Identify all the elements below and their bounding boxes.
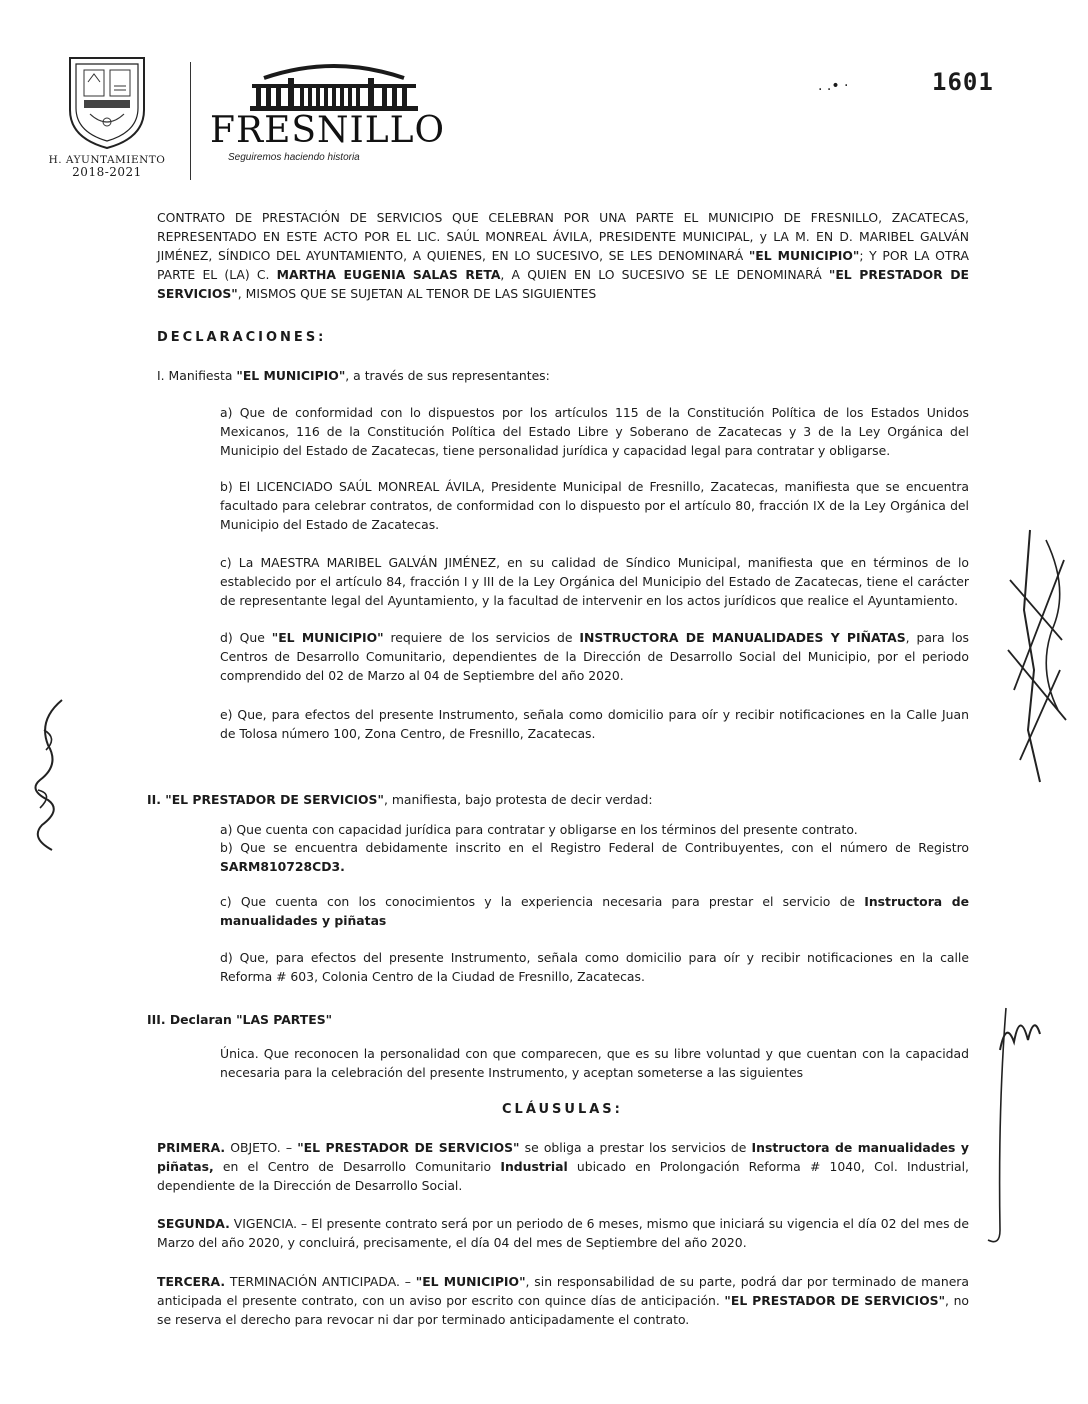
fresnillo-logo: [210, 56, 446, 166]
intro-text-3: , A QUIEN EN LO SUCESIVO SE LE DENOMINARÁ: [500, 267, 829, 282]
clause-primera-b4: Industrial: [500, 1159, 568, 1174]
section-1-lead: [157, 366, 969, 385]
clause-primera-b2: "EL PRESTADOR DE SERVICIOS": [297, 1140, 520, 1155]
section-2-lead-bold: II. "EL PRESTADOR DE SERVICIOS": [147, 792, 384, 807]
folio-number: 1601: [932, 68, 994, 96]
declaration-1e: e) Que, para efectos del presente Instrumento, señala como domicilio para oír y recibir notificaciones en la Calle Juan de Tolosa número 100, Zona Centro, de Fresnillo, Zacatecas.: [220, 707, 969, 741]
decl-1d-mid: requiere de los servicios de: [383, 630, 580, 645]
intro-text-2: ; Y POR LA OTRA PARTE EL (LA) C.: [157, 248, 969, 282]
intro-bold-prestador: "EL PRESTADOR DE SERVICIOS": [157, 267, 969, 301]
folio-dots: . .• ·: [818, 78, 849, 94]
decl-1d-post: , para los Centros de Desarrollo Comunitario, dependientes de la Dirección de Desarrollo Social del Municipio, por el periodo comprendido del 02 de Marzo al 04 de Septiembre del año 2020.: [220, 630, 969, 683]
clause-primera-t2: se obliga a prestar los servicios de: [519, 1140, 752, 1155]
intro-bold-name: MARTHA EUGENIA SALAS RETA: [276, 267, 501, 282]
decl-2b-pre: b) Que se encuentra debidamente inscrito en el Registro Federal de Contribuyentes, con el número de Registro: [220, 840, 969, 855]
clause-segunda-label: SEGUNDA.: [157, 1216, 230, 1231]
section-2-lead-tail: , manifiesta, bajo protesta de decir verdad:: [383, 792, 653, 807]
declaration-3-unica: Única. Que reconocen la personalidad con que comparecen, que es su libre voluntad y que cuentan con la capacidad necesaria para la celebración del presente Instrumento, y aceptan someterse a las siguientes: [220, 1046, 969, 1080]
municipal-seal: [62, 52, 152, 152]
clause-segunda-text: VIGENCIA. – El presente contrato será por un periodo de 6 meses, mismo que iniciará su vigencia el día 02 del mes de Marzo del año 2020, y concluirá, precisamente, el día 04 del mes de Septiembre del año 2020.: [157, 1216, 969, 1250]
clause-segunda: [157, 1214, 969, 1252]
declaration-2b: [220, 838, 969, 876]
decl-2b-rfc: SARM810728CD3.: [220, 859, 345, 874]
decl-1d-bold2: INSTRUCTORA DE MANUALIDADES Y PIÑATAS: [579, 630, 906, 645]
intro-text-1: CONTRATO DE PRESTACIÓN DE SERVICIOS QUE CELEBRAN POR UNA PARTE EL MUNICIPIO DE FRESNILLO, ZACATECAS, REPRESENTADO EN ESTE ACTO POR EL LIC. SAÚL MONREAL ÁVILA, PRESIDENTE MUNICIPAL, y LA M. EN D. MARIBEL GALVÁN JIMÉNEZ, SÍNDICO DEL AYUNTAMIENTO, A QUIENES, EN LO SUCESIVO, SE LES DENOMINARÁ: [157, 210, 969, 263]
declaration-1a: a) Que de conformidad con lo dispuestos por los artículos 115 de la Constitución Política de los Estados Unidos Mexicanos, 116 de la Constitución Política del Estado Libre y Soberano de Zacatecas y 3 de la Ley Orgánica del Municipio del Estado de Zacatecas, tiene personalidad jurídica y capacidad legal para contratar y obligarse.: [220, 405, 969, 458]
seal-caption: [40, 154, 174, 178]
declaration-2c: [220, 892, 969, 930]
clause-tercera-t2: , sin responsabilidad de su parte, podrá dar por terminado de manera anticipada el presente contrato, con un aviso por escrito con quince días de anticipación.: [157, 1274, 969, 1308]
clause-tercera-label: TERCERA.: [157, 1274, 226, 1289]
intro-text-4: , MISMOS QUE SE SUJETAN AL TENOR DE LAS SIGUIENTES: [237, 286, 597, 301]
clause-tercera-b3: "EL PRESTADOR DE SERVICIOS": [724, 1293, 946, 1308]
clause-primera-b3: Instructora de manualidades y piñatas,: [157, 1140, 969, 1174]
declaraciones-heading: DECLARACIONES:: [157, 330, 327, 345]
section-2-lead: [147, 790, 969, 809]
clause-tercera-b2: "EL MUNICIPIO": [415, 1274, 526, 1289]
section-1-lead-text: I. Manifiesta: [157, 368, 237, 383]
section-1-lead-bold: "EL MUNICIPIO": [236, 368, 346, 383]
clause-primera-t4: ubicado en Prolongación Reforma # 1040, Col. Industrial, dependiente de la Dirección de Desarrollo Social.: [157, 1159, 969, 1193]
clause-tercera-t1: TERMINACIÓN ANTICIPADA. –: [225, 1274, 416, 1289]
seal-caption-line2: 2018-2021: [72, 165, 142, 179]
header-divider: [190, 62, 191, 180]
decl-1d-bold1: "EL MUNICIPIO": [271, 630, 384, 645]
clausulas-heading: CLÁUSULAS:: [502, 1102, 623, 1117]
declaration-1c: c) La MAESTRA MARIBEL GALVÁN JIMÉNEZ, en su calidad de Síndico Municipal, manifiesta que en términos de lo establecido por el artículo 84, fracción I y III de la Ley Orgánica del Municipio del Estado de Zacatecas, tiene el carácter de representante legal del Ayuntamiento, y la facultad de intervenir en los actos jurídicos que realice el Ayuntamiento.: [220, 555, 969, 608]
section-3-lead-bold: III. Declaran "LAS PARTES": [147, 1012, 333, 1027]
declaration-1b: b) El LICENCIADO SAÚL MONREAL ÁVILA, Presidente Municipal de Fresnillo, Zacatecas, manifiesta que se encuentra facultado para celebrar contratos, de conformidad con lo dispuesto por el artículo 80, fracción IX de la Ley Orgánica del Municipio del Estado de Zacatecas.: [220, 479, 969, 532]
seal-caption-line1: H. AYUNTAMIENTO: [48, 154, 166, 166]
declaration-2d: d) Que, para efectos del presente Instrumento, señala como domicilio para oír y recibir notificaciones en la calle Reforma # 603, Colonia Centro de la Ciudad de Fresnillo, Zacatecas.: [220, 950, 969, 984]
clause-primera: [157, 1138, 969, 1195]
brand-slogan: Seguiremos haciendo historia: [228, 152, 360, 163]
building-icon: [244, 56, 424, 114]
decl-2c-bold: Instructora de manualidades y piñatas: [220, 894, 969, 928]
declaration-1d: [220, 628, 969, 685]
section-1-lead-tail: , a través de sus representantes:: [345, 368, 550, 383]
right-margin-signature: [1000, 520, 1080, 790]
clause-primera-t1: OBJETO. –: [225, 1140, 298, 1155]
declaration-2a: a) Que cuenta con capacidad jurídica para contratar y obligarse en los términos del presente contrato.: [220, 822, 858, 837]
left-margin-initials: [18, 690, 78, 860]
right-margin-initials: [970, 990, 1070, 1250]
brand-name: FRESNILLO: [210, 110, 446, 151]
contract-intro: [157, 208, 969, 303]
clause-primera-t3: en el Centro de Desarrollo Comunitario: [213, 1159, 501, 1174]
decl-2c-pre: c) Que cuenta con los conocimientos y la experiencia necesaria para prestar el servicio de: [220, 894, 865, 909]
section-3-lead: [147, 1010, 747, 1029]
clause-primera-label: PRIMERA.: [157, 1140, 226, 1155]
clause-tercera-t3: , no se reserva el derecho para revocar ni dar por terminado anticipadamente el contrato.: [157, 1293, 970, 1327]
decl-1d-pre: d) Que: [220, 630, 272, 645]
clause-tercera: [157, 1272, 969, 1329]
intro-bold-municipio: "EL MUNICIPIO": [748, 248, 860, 263]
